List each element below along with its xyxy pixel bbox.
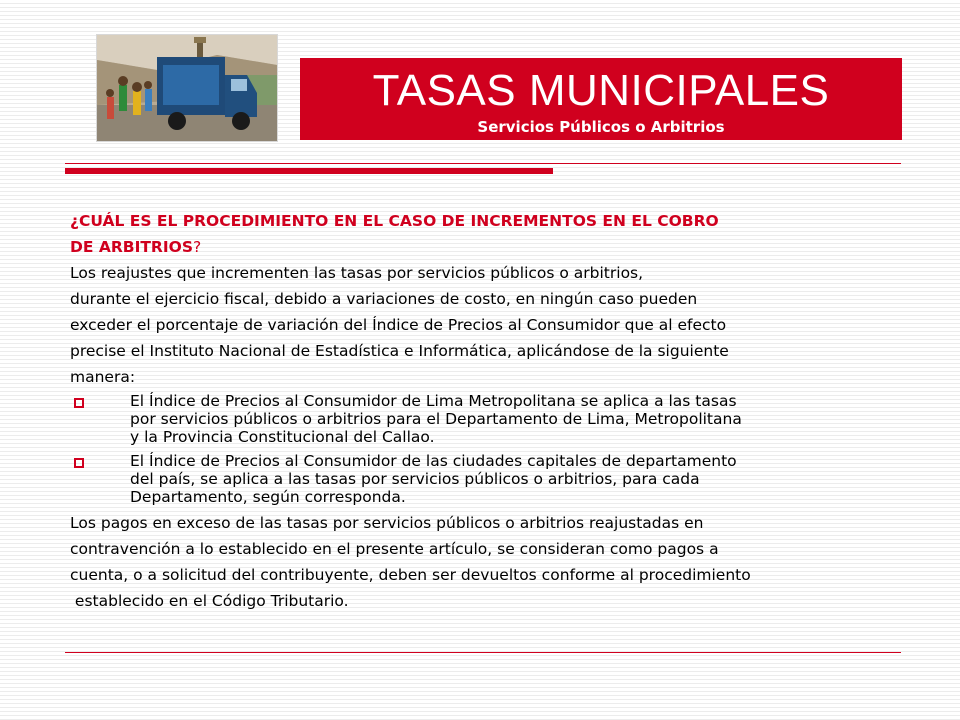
paragraph2-line: contravención a lo establecido en el presente artículo, se consideran como pagos a: [70, 540, 719, 558]
paragraph1-line: precise el Instituto Nacional de Estadística e Informática, aplicándose de la siguiente: [70, 342, 729, 360]
bullet-line: El Índice de Precios al Consumidor de las ciudades capitales de departamento: [130, 452, 737, 470]
paragraph2-line: cuenta, o a solicitud del contribuyente, deben ser devueltos conforme al procedimiento: [70, 566, 751, 584]
bullet-text: [130, 392, 910, 446]
paragraph1-line: manera:: [70, 368, 136, 386]
bullet-line: Departamento, según corresponda.: [130, 488, 406, 506]
question-mark: ?: [192, 238, 202, 256]
header-divider-accent: [65, 168, 553, 174]
hollow-square-icon: [70, 392, 130, 416]
hollow-square-icon: [70, 452, 130, 476]
paragraph2-line: Los pagos en exceso de las tasas por servicios públicos o arbitrios reajustadas en: [70, 514, 704, 532]
question-line-2: [70, 234, 910, 260]
bullet-item: [70, 392, 910, 446]
paragraph1-line: Los reajustes que incrementen las tasas por servicios públicos o arbitrios,: [70, 264, 644, 282]
title-banner: [300, 58, 902, 140]
bullet-line: y la Provincia Constitucional del Callao.: [130, 428, 435, 446]
bullet-line: por servicios públicos o arbitrios para el Departamento de Lima, Metropolitana: [130, 410, 742, 428]
bullet-line: El Índice de Precios al Consumidor de Lima Metropolitana se aplica a las tasas: [130, 392, 737, 410]
page-title: TASAS MUNICIPALES: [372, 66, 830, 115]
bullet-item: [70, 452, 910, 506]
bullet-line: del país, se aplica a las tasas por servicios públicos o arbitrios, para cada: [130, 470, 700, 488]
question-bold: DE ARBITRIOS: [70, 238, 193, 256]
bullet-text: [130, 452, 910, 506]
header-divider-thin: [65, 163, 901, 164]
page-subtitle: Servicios Públicos o Arbitrios: [477, 118, 725, 136]
paragraph1-line: exceder el porcentaje de variación del Índice de Precios al Consumidor que al efecto: [70, 316, 727, 334]
question-line-1: ¿CUÁL ES EL PROCEDIMIENTO EN EL CASO DE INCREMENTOS EN EL COBRO: [70, 212, 719, 230]
paragraph1-line: durante el ejercicio fiscal, debido a variaciones de costo, en ningún caso pueden: [70, 290, 698, 308]
garbage-truck-photo: [96, 34, 278, 142]
slide-body: [70, 208, 910, 614]
paragraph2-line: establecido en el Código Tributario.: [70, 592, 349, 610]
footer-divider: [65, 652, 901, 653]
